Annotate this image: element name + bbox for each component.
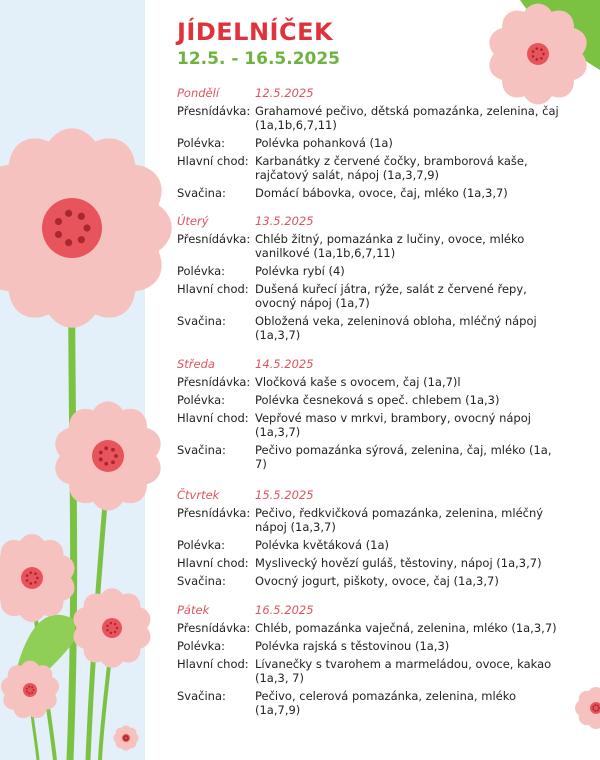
day-date: 15.5.2025 (255, 488, 314, 502)
meal-row (177, 314, 592, 342)
meal-label: Polévka: (177, 264, 226, 278)
meal-text: Pečivo, ředkvičková pomazánka, zelenina, mléčný nápoj (1a,3,7) (255, 506, 544, 534)
meal-row (177, 556, 592, 570)
flower-seed-dot (126, 735, 128, 737)
flower-seed-dot (532, 55, 535, 58)
meal-text: Vepřové maso v mrkvi, brambory, ovocný nápoj (1a,3,7) (255, 411, 531, 439)
flower-seed-dot (594, 704, 596, 706)
flower-seed-dot (104, 446, 108, 450)
meal-text: Grahamové pečivo, dětská pomazánka, zelenina, čaj (1a,1b,6,7,11) (255, 104, 559, 132)
flower-seed-dot (106, 625, 108, 627)
meal-text: Polévka rybí (4) (255, 264, 345, 278)
flower-seed-dot (126, 739, 128, 741)
flower-seed-dot (594, 710, 596, 712)
flower-seed-dot (540, 48, 543, 51)
flower-seed-dot (114, 454, 118, 458)
day-section (177, 214, 592, 346)
day-section (177, 86, 592, 204)
flower-seed-dot (110, 632, 112, 634)
flower-seed-dot (111, 448, 115, 452)
meal-label: Svačina: (177, 186, 226, 200)
meal-text: Polévka česneková s opeč. chlebem (1a,3) (255, 393, 500, 407)
flower-seed-dot (106, 629, 108, 631)
meal-row (177, 411, 592, 439)
flower-seed-dot (29, 582, 32, 585)
meal-label: Přesnídávka: (177, 506, 251, 520)
meal-row (177, 639, 592, 653)
meal-label: Hlavní chod: (177, 411, 249, 425)
meal-text: Polévka rajská s těstovinou (1a,3) (255, 639, 450, 653)
meal-row (177, 574, 592, 588)
flower-seed-dot (99, 458, 103, 462)
meal-row (177, 232, 592, 260)
flower-icon (113, 725, 138, 750)
meal-label: Svačina: (177, 314, 226, 328)
flower-seed-dot (65, 239, 72, 246)
meal-label: Polévka: (177, 639, 226, 653)
flower-seed-dot (33, 689, 35, 691)
flower-icon (0, 533, 79, 623)
meal-label: Polévka: (177, 136, 226, 150)
flower-seed-dot (29, 571, 32, 574)
day-section (177, 488, 592, 592)
flower-seed-dot (592, 708, 594, 710)
flower-seed-dot (540, 57, 543, 60)
flower-seed-dot (26, 574, 29, 577)
meal-row (177, 375, 592, 389)
day-section (177, 603, 592, 721)
meal-label: Polévka: (177, 393, 226, 407)
meal-label: Hlavní chod: (177, 556, 249, 570)
flower-seed-dot (78, 213, 85, 220)
flower-seed-dot (535, 47, 538, 50)
flower-icon (0, 125, 175, 331)
flower-seed-dot (542, 53, 545, 56)
meal-row (177, 443, 592, 471)
meal-text: Polévka květáková (1a) (255, 538, 390, 552)
meal-text: Vločková kaše s ovocem, čaj (1a,7)l (255, 375, 461, 389)
meal-row (177, 136, 592, 150)
flower-center (42, 198, 102, 258)
meal-text: Pečivo pomazánka sýrová, zelenina, čaj, mléko (1a, 7) (255, 443, 552, 471)
flower-seed-dot (26, 687, 28, 689)
flower-seed-dot (597, 709, 599, 711)
flower-seed-dot (532, 50, 535, 53)
flower-seed-dot (31, 686, 33, 688)
page-title: JÍDELNÍČEK (177, 18, 334, 46)
flower-icon (70, 587, 155, 669)
meal-row (177, 154, 592, 182)
flower-center (21, 567, 43, 589)
flower-icon (0, 660, 61, 721)
day-name: Středa (177, 357, 215, 371)
meal-text: Chléb žitný, pomazánka z lučiny, ovoce, mléko vanilkové (1a,1b,6,7,11) (255, 232, 525, 260)
flower-seed-dot (34, 572, 37, 575)
day-name: Pondělí (177, 86, 220, 100)
flower-seed-dot (597, 705, 599, 707)
day-section (177, 357, 592, 475)
flower-seed-dot (116, 627, 118, 629)
flower-seed-dot (78, 236, 85, 243)
meal-row (177, 506, 592, 534)
flower-seed-dot (83, 224, 90, 231)
meal-row (177, 393, 592, 407)
meal-text: Pečivo, celerová pomazánka, zelenina, mléko (1a,7,9) (255, 689, 517, 717)
meal-text: Domácí bábovka, ovoce, čaj, mléko (1a,3,7) (255, 186, 508, 200)
flower-seed-dot (123, 738, 125, 740)
meal-text: Obložená veka, zeleninová obloha, mléčný nápoj (1a,3,7) (255, 314, 537, 342)
flower-seed-dot (28, 692, 30, 694)
flower-seed-dot (535, 58, 538, 61)
meal-label: Svačina: (177, 574, 226, 588)
meal-row (177, 264, 592, 278)
flower-center (92, 440, 124, 472)
flower-seed-dot (28, 686, 30, 688)
meal-text: Karbanátky z červené čočky, bramborová kaše, rajčatový salát, nápoj (1a,3,7,9) (255, 154, 528, 182)
meal-row (177, 621, 592, 635)
meal-label: Hlavní chod: (177, 154, 249, 168)
meal-label: Hlavní chod: (177, 282, 249, 296)
meal-label: Svačina: (177, 443, 226, 457)
flower-center (527, 43, 549, 65)
flower-center (102, 618, 122, 638)
flower-seed-dot (111, 460, 115, 464)
flower-seed-dot (34, 581, 37, 584)
flower-seed-dot (125, 735, 127, 737)
stem-shape (70, 255, 74, 760)
meal-text: Chléb, pomazánka vaječná, zelenina, mléko (1a,3,7) (255, 621, 557, 635)
flower-seed-dot (26, 691, 28, 693)
flower-seed-dot (114, 631, 116, 633)
meal-row (177, 186, 592, 200)
meal-label: Polévka: (177, 538, 226, 552)
meal-text: Myslivecký hovězí guláš, těstoviny, nápoj (1a,3,7) (255, 556, 542, 570)
flower-seed-dot (99, 451, 103, 455)
meal-label: Přesnídávka: (177, 232, 251, 246)
meal-label: Přesnídávka: (177, 621, 251, 635)
flower-seed-dot (55, 218, 62, 225)
flower-center (23, 683, 37, 697)
day-date: 12.5.2025 (255, 86, 314, 100)
meal-text: Lívanečky s tvarohem a marmeládou, ovoce, kakao (1a,3, 7) (255, 657, 552, 685)
meal-label: Hlavní chod: (177, 657, 249, 671)
meal-text: Ovocný jogurt, piškoty, ovoce, čaj (1a,3,7) (255, 574, 499, 588)
meal-text: Polévka pohanková (1a) (255, 136, 393, 150)
meal-row (177, 282, 592, 310)
meal-row (177, 538, 592, 552)
date-range: 12.5. - 16.5.2025 (177, 49, 341, 69)
day-name: Pátek (177, 603, 210, 617)
meal-label: Přesnídávka: (177, 104, 251, 118)
meal-row (177, 657, 592, 685)
day-date: 16.5.2025 (255, 603, 314, 617)
flower-seed-dot (26, 579, 29, 582)
flower-seed-dot (110, 622, 112, 624)
day-name: Úterý (177, 214, 209, 228)
flower-seed-dot (114, 623, 116, 625)
flower-seed-dot (31, 692, 33, 694)
meal-text: Dušená kuřecí játra, rýže, salát z červené řepy, ovocný nápoj (1a,7) (255, 282, 527, 310)
meal-label: Svačina: (177, 689, 226, 703)
meal-row (177, 689, 592, 717)
flower-seed-dot (65, 210, 72, 217)
day-date: 14.5.2025 (255, 357, 314, 371)
flower-icon (50, 400, 166, 512)
meal-row (177, 104, 592, 132)
flower-seed-dot (104, 462, 108, 466)
day-name: Čtvrtek (177, 488, 220, 502)
flower-seed-dot (55, 231, 62, 238)
flower-seed-dot (592, 706, 594, 708)
flower-seed-dot (36, 577, 39, 580)
day-date: 13.5.2025 (255, 214, 314, 228)
meal-label: Přesnídávka: (177, 375, 251, 389)
